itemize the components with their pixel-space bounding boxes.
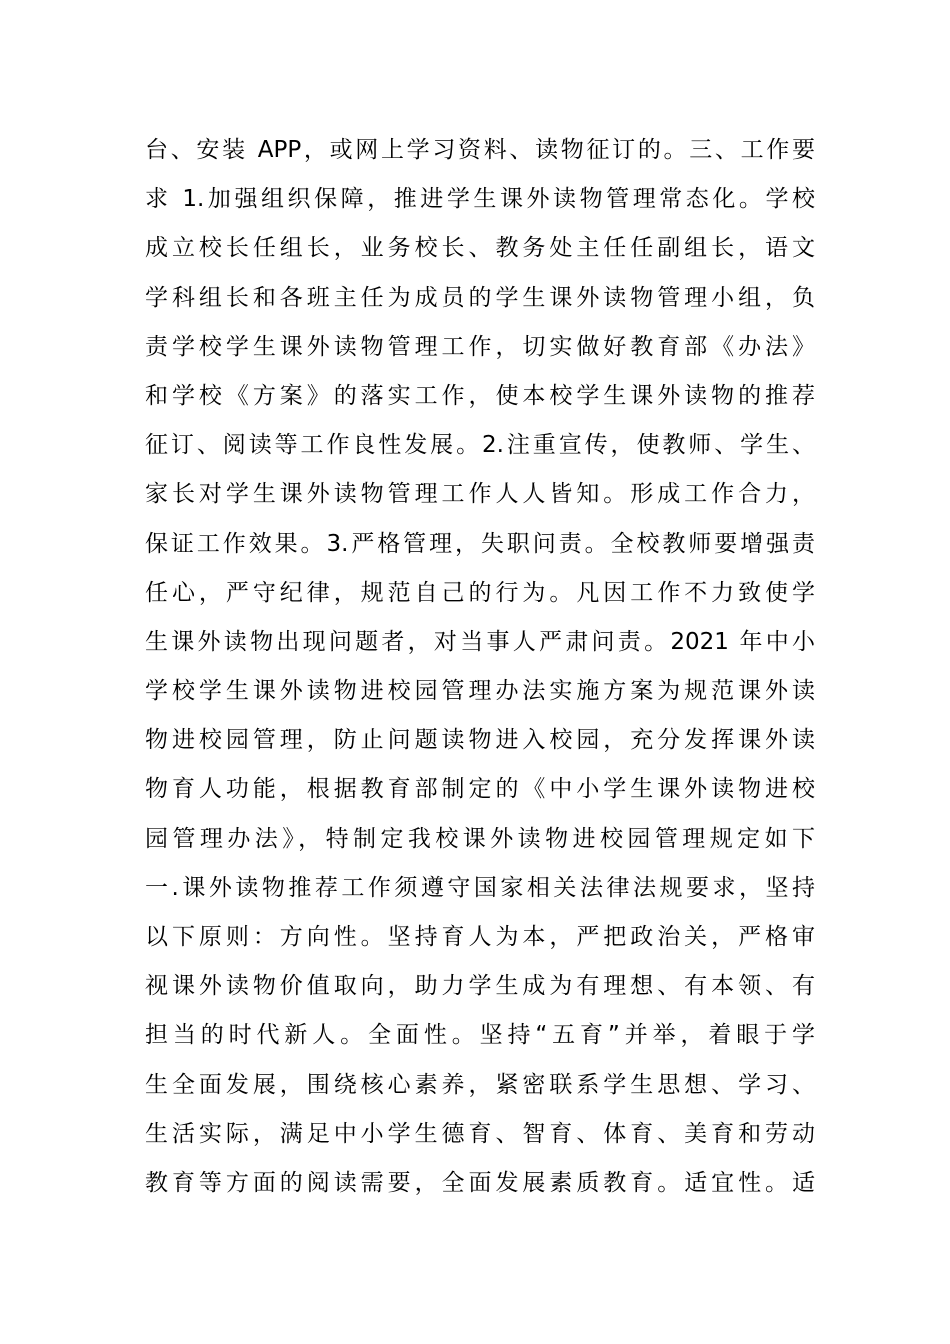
- text-line: 生活实际，满足中小学生德育、智育、体育、美育和劳动: [145, 1120, 815, 1147]
- text-line: 担当的时代新人。全面性。坚持“五育”并举，着眼于学: [145, 1022, 815, 1049]
- text-line: 学科组长和各班主任为成员的学生课外读物管理小组，负: [145, 284, 815, 311]
- text-line: 成立校长任组长，业务校长、教务处主任任副组长，语文: [145, 235, 815, 262]
- text-line: 视课外读物价值取向，助力学生成为有理想、有本领、有: [145, 973, 815, 1000]
- text-line: 和学校《方案》的落实工作，使本校学生课外读物的推荐: [145, 382, 815, 409]
- text-line: 责学校学生课外读物管理工作，切实做好教育部《办法》: [145, 333, 815, 360]
- text-line: 生全面发展，围绕核心素养，紧密联系学生思想、学习、: [145, 1071, 815, 1098]
- text-line: 以下原则：方向性。坚持育人为本，严把政治关，严格审: [145, 924, 815, 950]
- text-line: 任心，严守纪律，规范自己的行为。凡因工作不力致使学: [145, 579, 815, 606]
- text-line: 一.课外读物推荐工作须遵守国家相关法律法规要求，坚持: [145, 874, 815, 901]
- body-text: [145, 126, 815, 1208]
- text-line: 园管理办法》，特制定我校课外读物进校园管理规定如下: [145, 825, 815, 852]
- text-line: 生课外读物出现问题者，对当事人严肃问责。2021 年中小: [145, 628, 815, 655]
- text-line: 求 1.加强组织保障，推进学生课外读物管理常态化。学校: [145, 186, 815, 213]
- text-line: 保证工作效果。3.严格管理，失职问责。全校教师要增强责: [145, 530, 815, 557]
- text-line: 教育等方面的阅读需要，全面发展素质教育。适宜性。适: [145, 1169, 815, 1196]
- text-line: 学校学生课外读物进校园管理办法实施方案为规范课外读: [145, 678, 815, 705]
- text-line: 物进校园管理，防止问题读物进入校园，充分发挥课外读: [145, 727, 815, 754]
- text-line: 征订、阅读等工作良性发展。2.注重宣传，使教师、学生、: [145, 432, 815, 459]
- text-line: 家长对学生课外读物管理工作人人皆知。形成工作合力，: [145, 481, 815, 508]
- text-line: 物育人功能，根据教育部制定的《中小学生课外读物进校: [145, 776, 815, 803]
- text-line: 台、安装 APP，或网上学习资料、读物征订的。三、工作要: [145, 137, 815, 163]
